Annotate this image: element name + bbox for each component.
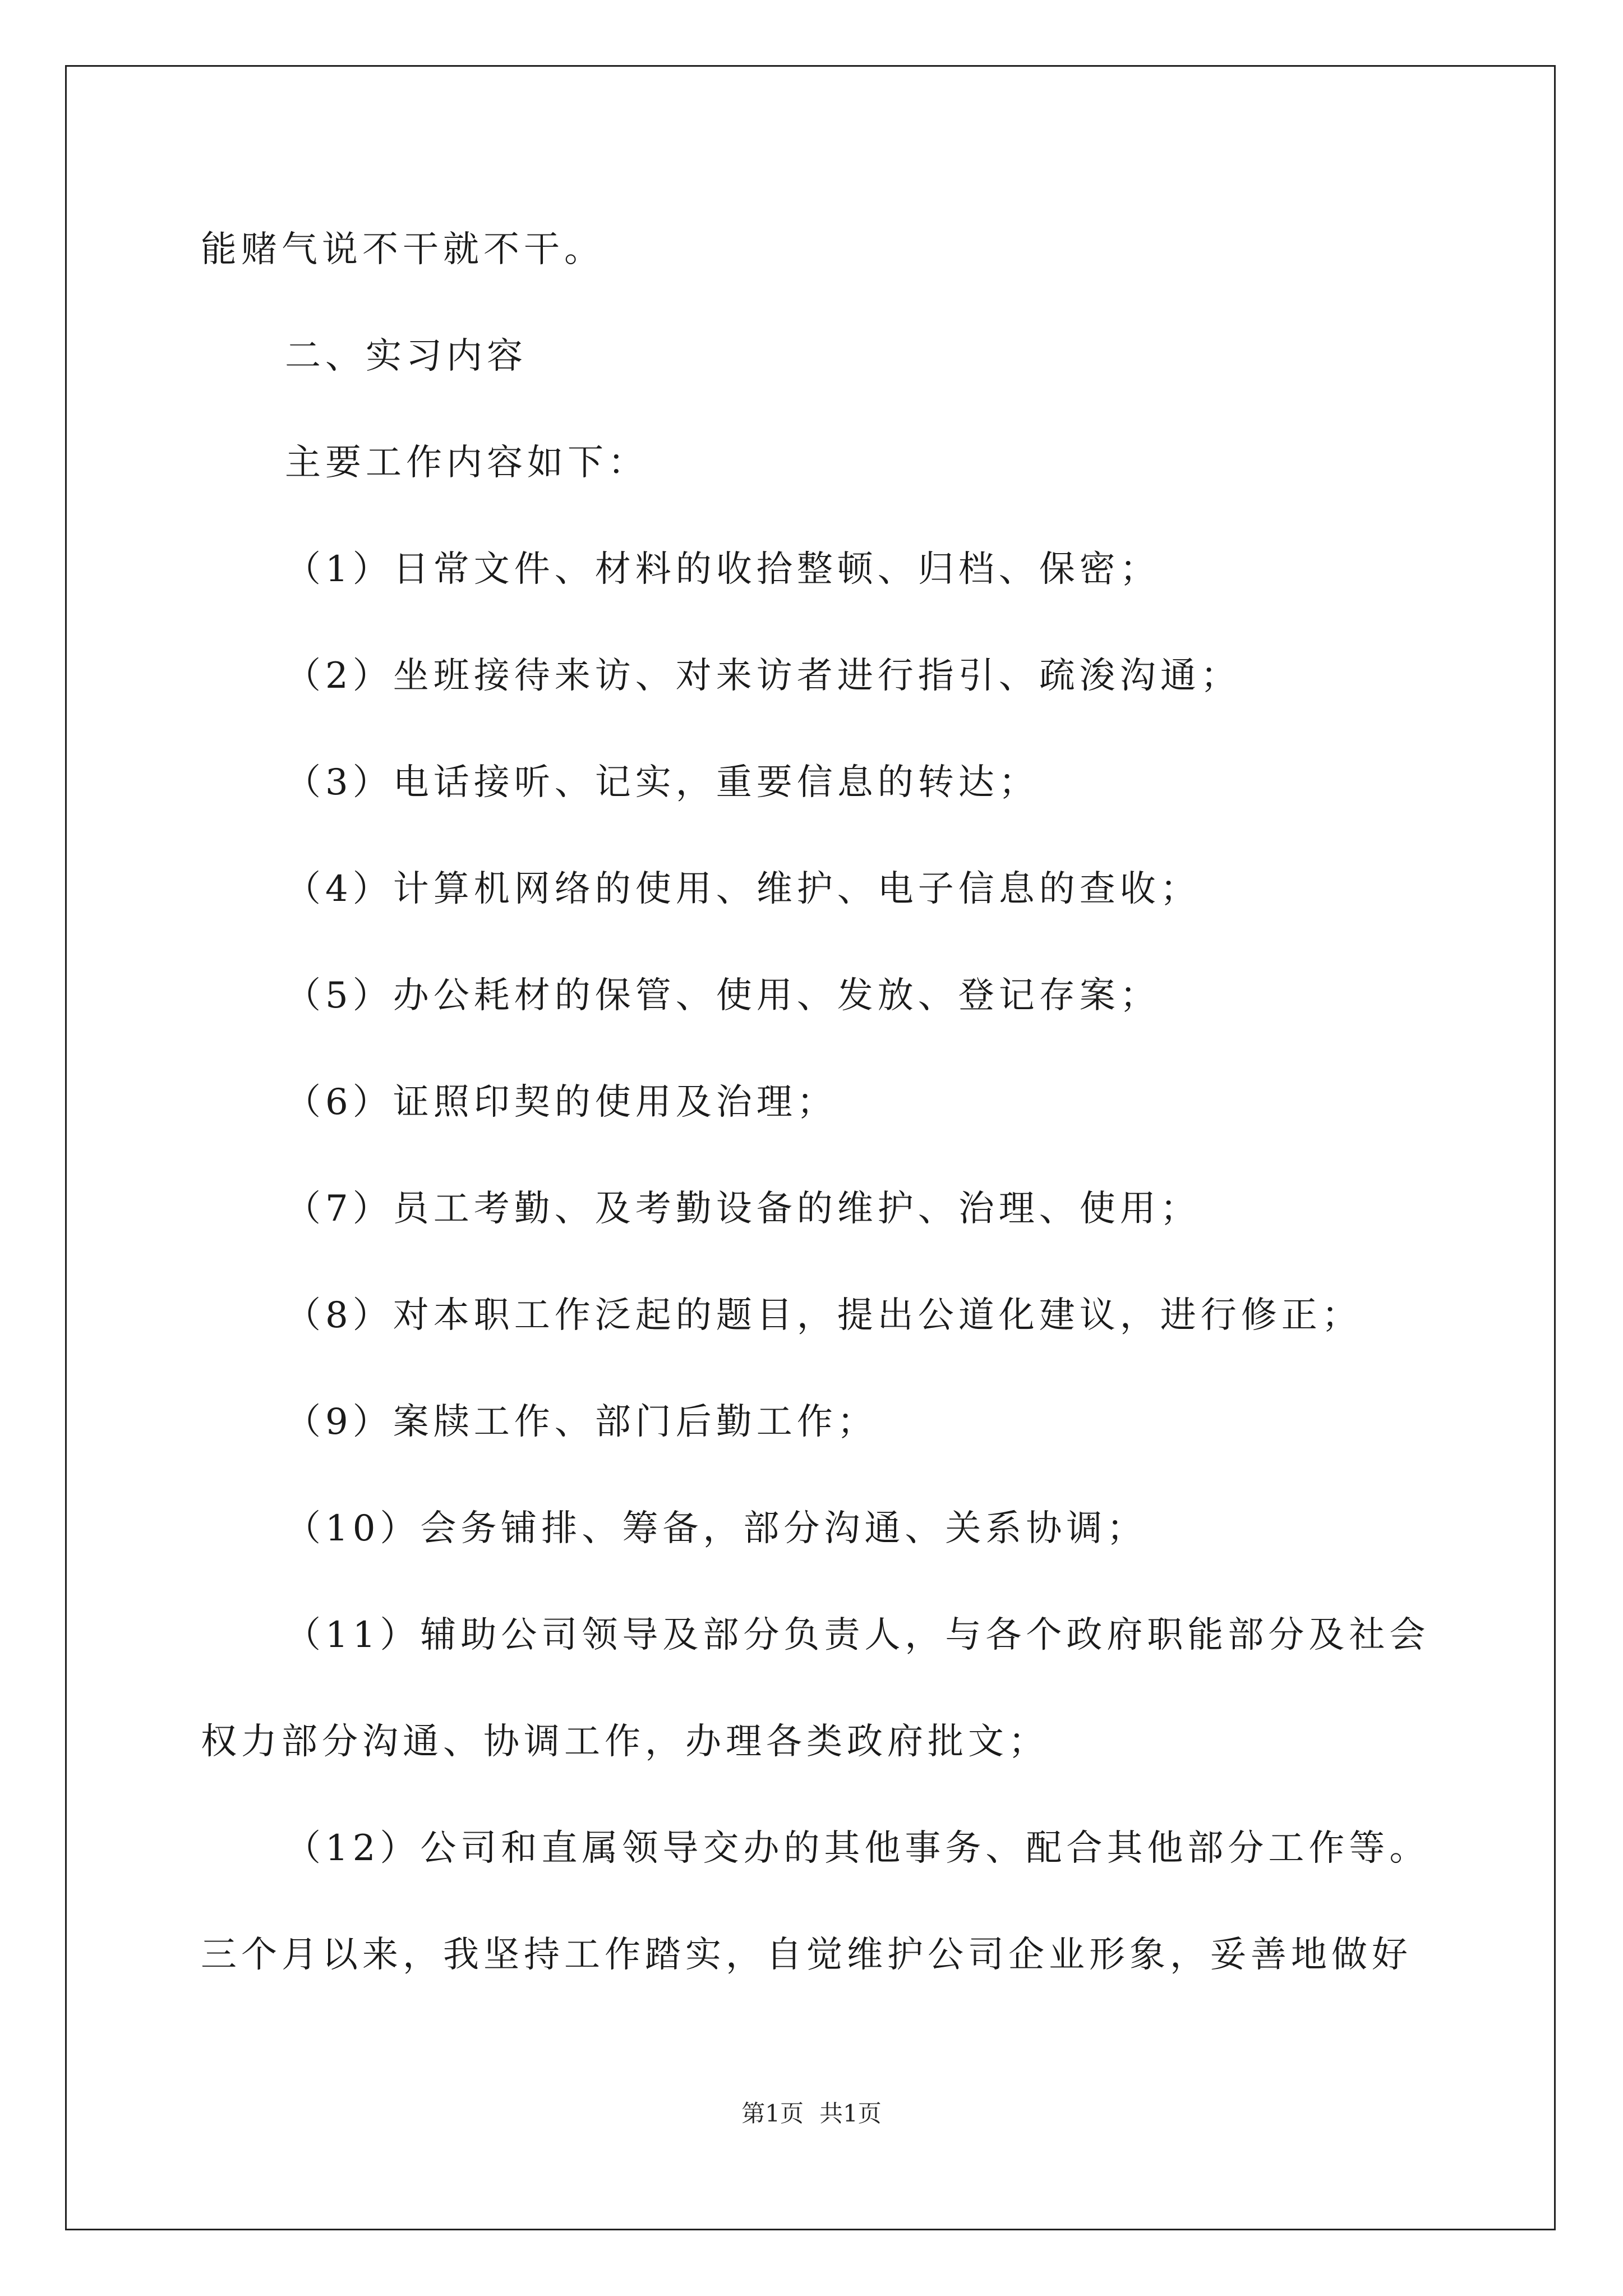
list-item-1: （1）日常文件、材料的收拾整顿、归档、保密； <box>285 549 1160 590</box>
list-item-10: （10）会务铺排、筹备，部分沟通、关系协调； <box>285 1508 1147 1549</box>
text-line-last: 三个月以来，我坚持工作踏实，自觉维护公司企业形象，妥善地做好 <box>201 1934 1412 1976</box>
list-item-6: （6）证照印契的使用及治理； <box>285 1082 837 1123</box>
list-item-3: （3）电话接听、记实，重要信息的转达； <box>285 762 1039 803</box>
list-item-11: （11）辅助公司领导及部分负责人，与各个政府职能部分及社会 <box>285 1614 1430 1656</box>
list-item-9: （9）案牍工作、部门后勤工作； <box>285 1401 878 1443</box>
page-total: 共1页 <box>819 2100 882 2127</box>
page-border <box>65 65 1556 2230</box>
list-item-8: （8）对本职工作泛起的题目，提出公道化建议，进行修正； <box>285 1295 1362 1336</box>
list-item-7: （7）员工考勤、及考勤设备的维护、治理、使用； <box>285 1188 1201 1230</box>
list-item-4: （4）计算机网络的使用、维护、电子信息的查收； <box>285 868 1201 910</box>
list-item-12: （12）公司和直属领导交办的其他事务、配合其他部分工作等。 <box>285 1828 1430 1869</box>
list-item-5: （5）办公耗材的保管、使用、发放、登记存案； <box>285 975 1160 1016</box>
list-item-11-continued: 权力部分沟通、协调工作，办理各类政府批文； <box>201 1721 1049 1763</box>
page-number: 第1页 <box>741 2100 804 2127</box>
section-heading: 二、实习内容 <box>285 335 527 377</box>
list-item-2: （2）坐班接待来访、对来访者进行指引、疏浚沟通； <box>285 655 1241 697</box>
page-footer <box>0 2097 1623 2131</box>
text-line-3: 主要工作内容如下： <box>285 442 648 484</box>
text-line-1: 能赌气说不干就不干。 <box>201 229 605 270</box>
